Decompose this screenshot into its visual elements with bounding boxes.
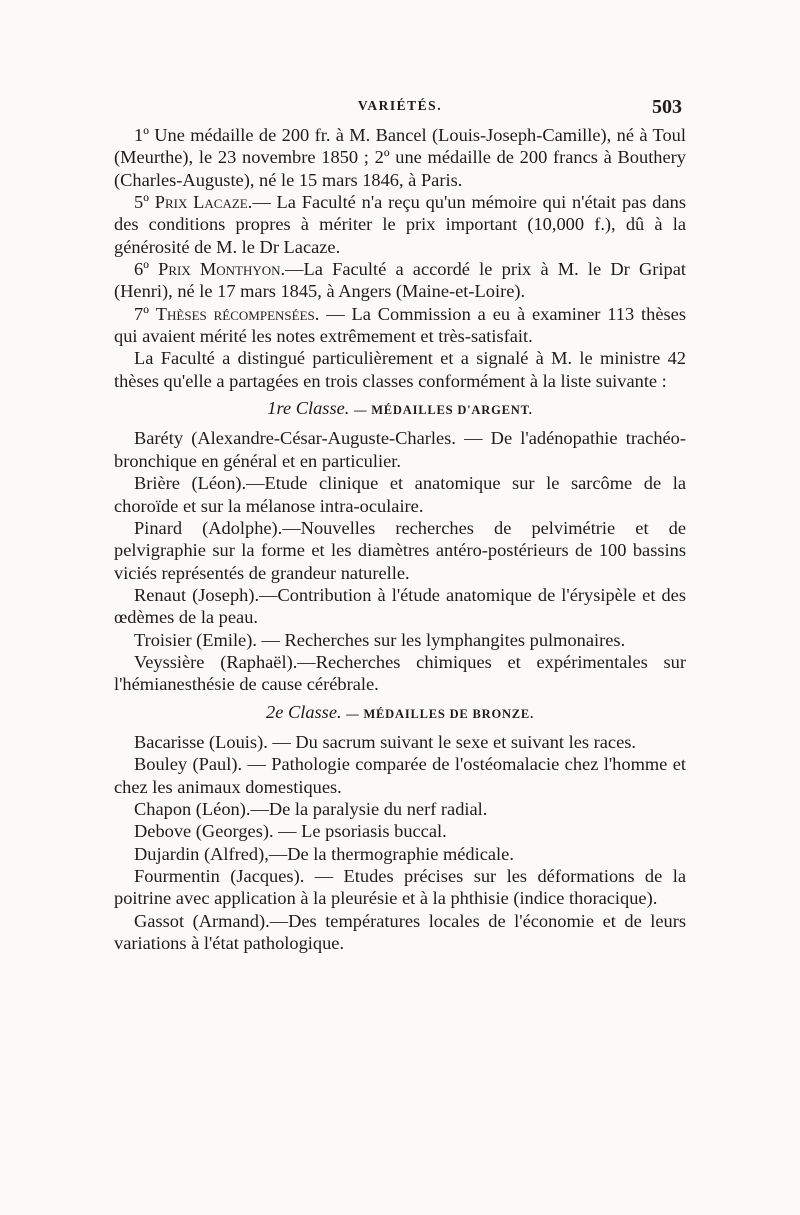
thesis-entry: Dujardin (Alfred),—De la thermographie médicale. [134, 843, 514, 864]
class2-label: 2e Classe. [266, 701, 342, 722]
thesis-entry: Renaut (Joseph).—Contribution à l'étude anatomique de l'érysipèle et des œdèmes de la peau. [114, 584, 686, 628]
running-head [114, 96, 686, 122]
prize-name: Prix Lacaze. [154, 192, 253, 213]
prize-name: Prix Monthyon. [158, 259, 286, 280]
running-title: VARIÉTÉS. [357, 98, 443, 113]
prize-text: —La Faculté a accordé le prix à M. le Dr Gripat (Henri), né le 17 mars 1845, à Angers (Maine-et-Loire). [114, 259, 686, 302]
class1-label: 1re Classe. [267, 398, 350, 419]
thesis-entry: Troisier (Emile). — Recherches sur les lymphangites pulmonaires. [134, 629, 626, 650]
thesis-entry: Veyssière (Raphaël).—Recherches chimiques et expérimentales sur l'hémianesthésie de cause cérébrale. [114, 651, 686, 695]
page [114, 96, 686, 954]
thesis-entry: Bouley (Paul). — Pathologie comparée de l'ostéomalacie chez l'homme et chez les animaux domestiques. [114, 754, 686, 797]
prize-name: Thèses récompensées. [155, 303, 320, 324]
class1-heading [114, 397, 686, 421]
thesis-entry: Fourmentin (Jacques). — Etudes précises sur les déformations de la poitrine avec application à la pleurésie et à la phthisie (indice thoracique). [114, 866, 686, 909]
prize-number: 6º [134, 259, 149, 280]
prize-text: — La Commission a eu à examiner 113 thèses qui avaient mérité les notes extrêmement et très-satisfait. [114, 303, 687, 347]
page-number: 503 [652, 96, 682, 118]
thesis-entry: Debove (Georges). — Le psoriasis buccal. [134, 821, 447, 842]
thesis-entry: Chapon (Léon).—De la paralysie du nerf radial. [134, 798, 488, 819]
prize-lacaze-paragraph [114, 191, 686, 258]
prize-theses-paragraph [114, 303, 686, 348]
class2-heading [114, 701, 686, 725]
prize-number: 5º [134, 192, 149, 213]
class2-title: — MÉDAILLES DE BRONZE. [346, 706, 534, 721]
distinction-paragraph: La Faculté a distingué particulièrement et a signalé à M. le ministre 42 thèses qu'elle a partagées en trois classes conformément à la liste suivante : [114, 348, 686, 391]
prize-number: 7º [134, 303, 149, 324]
thesis-entry: Baréty (Alexandre-César-Auguste-Charles. — De l'adénopathie trachéo-bronchique en général et en particulier. [114, 428, 686, 471]
thesis-entry: Gassot (Armand).—Des températures locales de l'économie et de leurs variations à l'état pathologique. [114, 910, 686, 954]
thesis-entry: Brière (Léon).—Etude clinique et anatomique sur le sarcôme de la choroïde et sur la mélanose intra-oculaire. [114, 473, 686, 516]
class1-title: — MÉDAILLES D'ARGENT. [353, 403, 533, 418]
prize-monthyon-paragraph [114, 258, 686, 303]
prize-text: — La Faculté n'a reçu qu'un mémoire qui n'était pas dans des conditions propres à mériter le prix important (10,000 f.), dû à la générosité de M. le Dr Lacaze. [114, 192, 686, 257]
thesis-entry: Pinard (Adolphe).—Nouvelles recherches de pelvimétrie et de pelvigraphie sur la forme et les diamètres antéro-postérieurs de 100 bassins viciés représentés de grandeur naturelle. [114, 517, 686, 583]
intro-paragraph: 1º Une médaille de 200 fr. à M. Bancel (Louis-Joseph-Camille), né à Toul (Meurthe), le 23 novembre 1850 ; 2º une médaille de 200 francs à Bouthery (Charles-Auguste), né le 15 mars 1846, à Paris. [114, 125, 686, 190]
thesis-entry: Bacarisse (Louis). — Du sacrum suivant le sexe et suivant les races. [134, 731, 637, 752]
